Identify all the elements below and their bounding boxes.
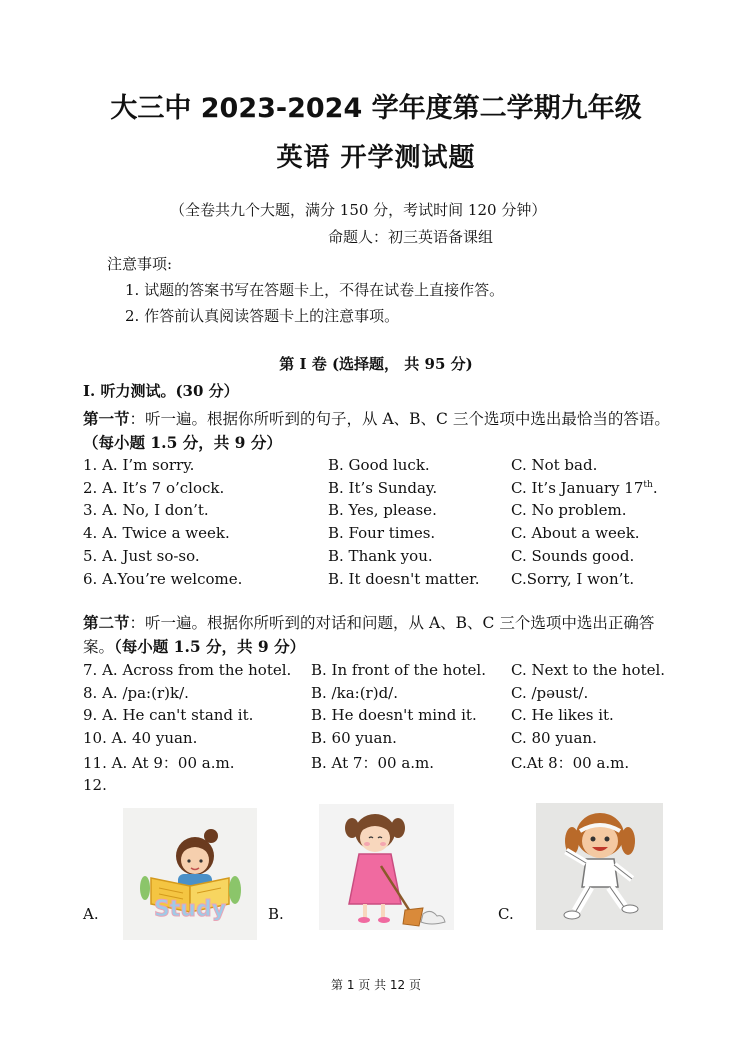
author-line: 命题人：初三英语备课组 bbox=[328, 228, 494, 246]
option-c: C.At 8：00 a.m. bbox=[511, 754, 630, 772]
note-item-2: 2. 作答前认真阅读答题卡上的注意事项。 bbox=[125, 307, 400, 325]
page-footer: 第 1 页 共 12 页 bbox=[331, 978, 421, 992]
section1-instruction bbox=[83, 407, 683, 455]
option-c bbox=[511, 479, 658, 497]
option-a: 2. A. It’s 7 o’clock. bbox=[83, 479, 225, 497]
girl-running-picture bbox=[536, 803, 663, 930]
option-a: 10. A. 40 yuan. bbox=[83, 729, 198, 747]
option-c: C. Sounds good. bbox=[511, 547, 635, 565]
option-c: C. 80 yuan. bbox=[511, 729, 597, 747]
option-a: 8. A. /pa:(r)k/. bbox=[83, 684, 189, 702]
part1-heading: I. 听力测试。(30 分） bbox=[83, 382, 239, 400]
option-a: 7. A. Across from the hotel. bbox=[83, 661, 292, 679]
exam-title-line1: 大三中 2023-2024 学年度第二学期九年级 bbox=[110, 93, 642, 124]
volume-heading: 第 I 卷 (选择题， 共 95 分) bbox=[279, 355, 473, 373]
option-a: 5. A. Just so-so. bbox=[83, 547, 200, 565]
option-c-tail: . bbox=[652, 479, 658, 497]
study-lettering: Study bbox=[153, 897, 227, 922]
q12-option-c-label: C. bbox=[498, 905, 514, 923]
section2-score: （每小题 1.5 分，共 9 分） bbox=[114, 637, 306, 656]
option-b: B. Good luck. bbox=[328, 456, 430, 474]
ordinal-suffix: th bbox=[643, 480, 653, 490]
option-a: 9. A. He can't stand it. bbox=[83, 706, 254, 724]
section1-label: 第一节 bbox=[83, 409, 130, 428]
exam-info: （全卷共九个大题，满分 150 分，考试时间 120 分钟） bbox=[170, 201, 547, 219]
girl-sweeping-picture bbox=[319, 804, 454, 930]
section2-label: 第二节 bbox=[83, 613, 130, 632]
exam-title-line2: 英语 开学测试题 bbox=[276, 143, 476, 173]
option-b: B. In front of the hotel. bbox=[311, 661, 486, 679]
section2-instruction bbox=[83, 611, 683, 659]
option-c: C. /pəust/. bbox=[511, 684, 589, 702]
option-b: B. Yes, please. bbox=[328, 501, 437, 519]
section1-score: （每小题 1.5 分，共 9 分） bbox=[83, 433, 282, 452]
option-a: 1. A. I’m sorry. bbox=[83, 456, 195, 474]
section2-text: ：听一遍。根据你所听到的对话和问题，从 A、B、C 三个选项中选出正确答案。 bbox=[83, 614, 655, 656]
q12-option-a-label: A. bbox=[83, 905, 99, 923]
option-b: B. /ka:(r)d/. bbox=[311, 684, 398, 702]
option-a: 3. A. No, I don’t. bbox=[83, 501, 209, 519]
notes-heading: 注意事项: bbox=[107, 255, 173, 273]
option-c: C. Not bad. bbox=[511, 456, 598, 474]
option-b: B. It’s Sunday. bbox=[328, 479, 438, 497]
option-c: C. Next to the hotel. bbox=[511, 661, 666, 679]
option-c: C. About a week. bbox=[511, 524, 640, 542]
option-b: B. He doesn't mind it. bbox=[311, 706, 477, 724]
option-b: B. Four times. bbox=[328, 524, 436, 542]
option-b: B. At 7：00 a.m. bbox=[311, 754, 435, 772]
note-item-1: 1. 试题的答案书写在答题卡上，不得在试卷上直接作答。 bbox=[125, 281, 505, 299]
option-b: B. 60 yuan. bbox=[311, 729, 397, 747]
option-b: B. It doesn't matter. bbox=[328, 570, 480, 588]
option-c: C.Sorry, I won’t. bbox=[511, 570, 635, 588]
option-a: 6. A.You’re welcome. bbox=[83, 570, 243, 588]
option-c-text: C. It’s January 17 bbox=[511, 479, 644, 497]
girl-reading-picture bbox=[123, 808, 257, 940]
option-c: C. No problem. bbox=[511, 501, 627, 519]
option-a: 11. A. At 9：00 a.m. bbox=[83, 754, 235, 772]
section1-text: ：听一遍。根据你所听到的句子，从 A、B、C 三个选项中选出最恰当的答语。 bbox=[129, 410, 670, 428]
option-b: B. Thank you. bbox=[328, 547, 433, 565]
question-12-number: 12. bbox=[83, 776, 107, 794]
option-c: C. He likes it. bbox=[511, 706, 614, 724]
option-a: 4. A. Twice a week. bbox=[83, 524, 230, 542]
q12-option-b-label: B. bbox=[268, 905, 284, 923]
